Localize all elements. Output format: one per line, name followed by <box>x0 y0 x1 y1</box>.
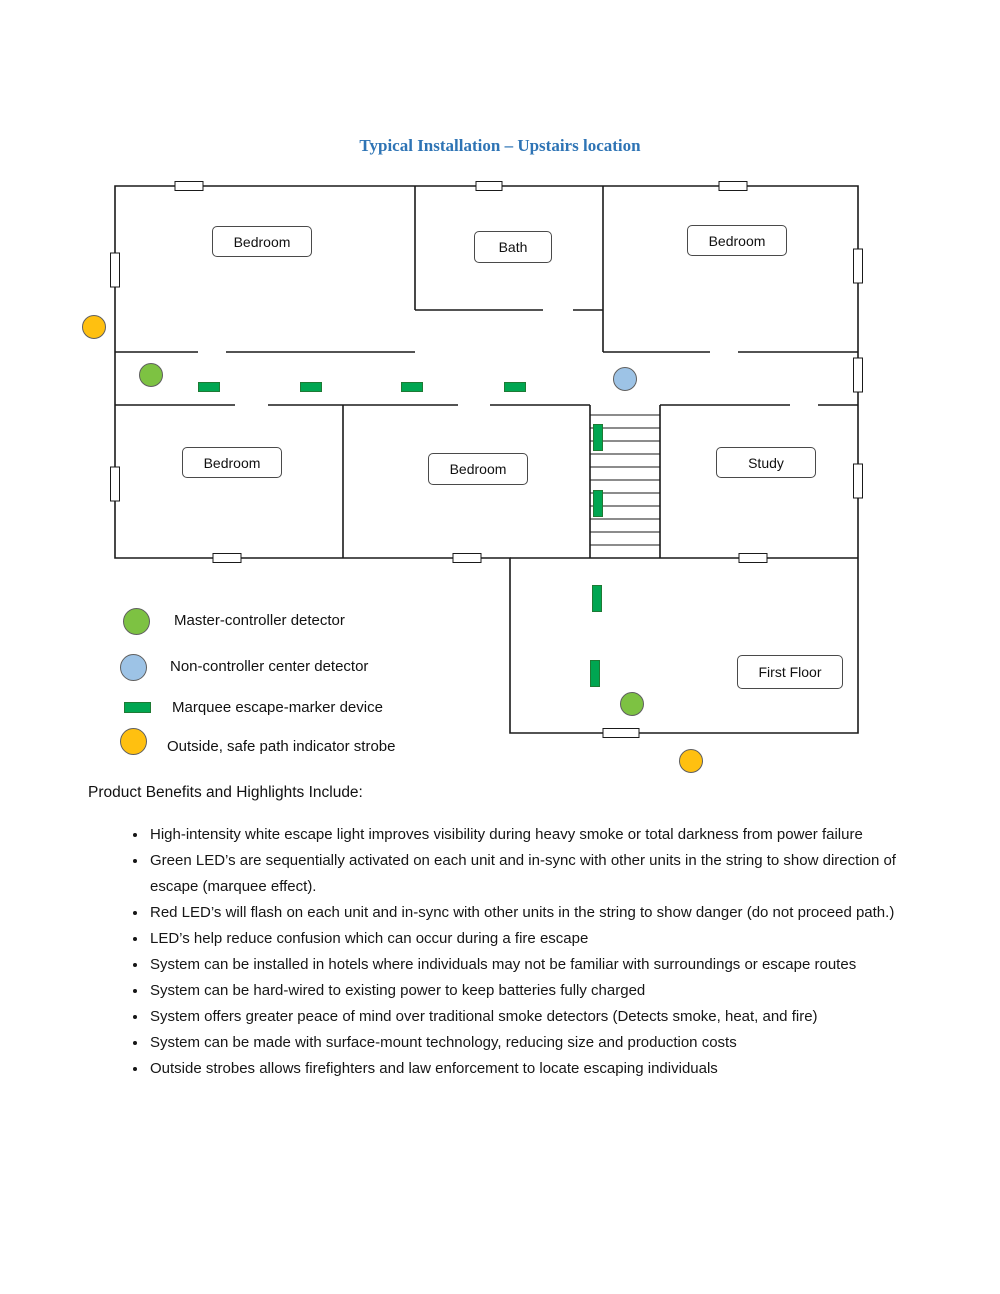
benefits-heading: Product Benefits and Highlights Include: <box>88 784 363 801</box>
legend-marquee-icon <box>124 702 151 713</box>
marquee-escape-marker <box>592 585 602 612</box>
benefit-item: • Outside strobes allows firefighters and law enforcement to locate escaping individuals <box>148 1056 900 1082</box>
marquee-escape-marker <box>504 382 526 392</box>
legend-non-controller-icon <box>120 654 147 681</box>
outside-strobe-marker <box>82 315 106 339</box>
benefit-item: • System offers greater peace of mind over traditional smoke detectors (Detects smoke, heat, and fire) <box>148 1004 900 1030</box>
marquee-escape-marker <box>198 382 220 392</box>
marquee-escape-marker <box>590 660 600 687</box>
room-label-bedroom-bottom-left: Bedroom <box>182 447 282 478</box>
benefits-list <box>118 822 900 1082</box>
room-label-bath: Bath <box>474 231 552 263</box>
benefit-item: • LED’s help reduce confusion which can occur during a fire escape <box>148 926 900 952</box>
room-label-first-floor: First Floor <box>737 655 843 689</box>
legend-label-marquee: Marquee escape-marker device <box>172 699 383 716</box>
benefit-item: • System can be hard-wired to existing power to keep batteries fully charged <box>148 978 900 1004</box>
legend-outside-strobe-icon <box>120 728 147 755</box>
marquee-escape-marker <box>593 490 603 517</box>
marquee-escape-marker <box>401 382 423 392</box>
marquee-escape-marker <box>593 424 603 451</box>
outside-strobe-marker <box>679 749 703 773</box>
benefit-item: • High-intensity white escape light improves visibility during heavy smoke or total darkness from power failure <box>148 822 900 848</box>
benefit-item: • Red LED’s will flash on each unit and in-sync with other units in the string to show danger (do not proceed path.) <box>148 900 900 926</box>
legend-label-non-controller: Non-controller center detector <box>170 658 369 675</box>
legend-label-outside-strobe: Outside, safe path indicator strobe <box>167 738 396 755</box>
legend-master-controller-icon <box>123 608 150 635</box>
page-title: Typical Installation – Upstairs location <box>359 136 641 155</box>
room-label-bedroom-top-left: Bedroom <box>212 226 312 257</box>
room-label-study: Study <box>716 447 816 478</box>
room-label-bedroom-bottom-center: Bedroom <box>428 453 528 485</box>
benefit-item: • System can be installed in hotels where individuals may not be familiar with surroundings or escape routes <box>148 952 900 978</box>
benefit-item: • System can be made with surface-mount technology, reducing size and production costs <box>148 1030 900 1056</box>
benefit-item: • Green LED’s are sequentially activated on each unit and in-sync with other units in the string to show direction of escape (marquee effect). <box>148 848 900 900</box>
room-label-bedroom-top-right: Bedroom <box>687 225 787 256</box>
marquee-escape-marker <box>300 382 322 392</box>
master-controller-detector-marker <box>620 692 644 716</box>
non-controller-center-detector-marker <box>613 367 637 391</box>
legend-label-master-controller: Master-controller detector <box>174 612 345 629</box>
master-controller-detector-marker <box>139 363 163 387</box>
